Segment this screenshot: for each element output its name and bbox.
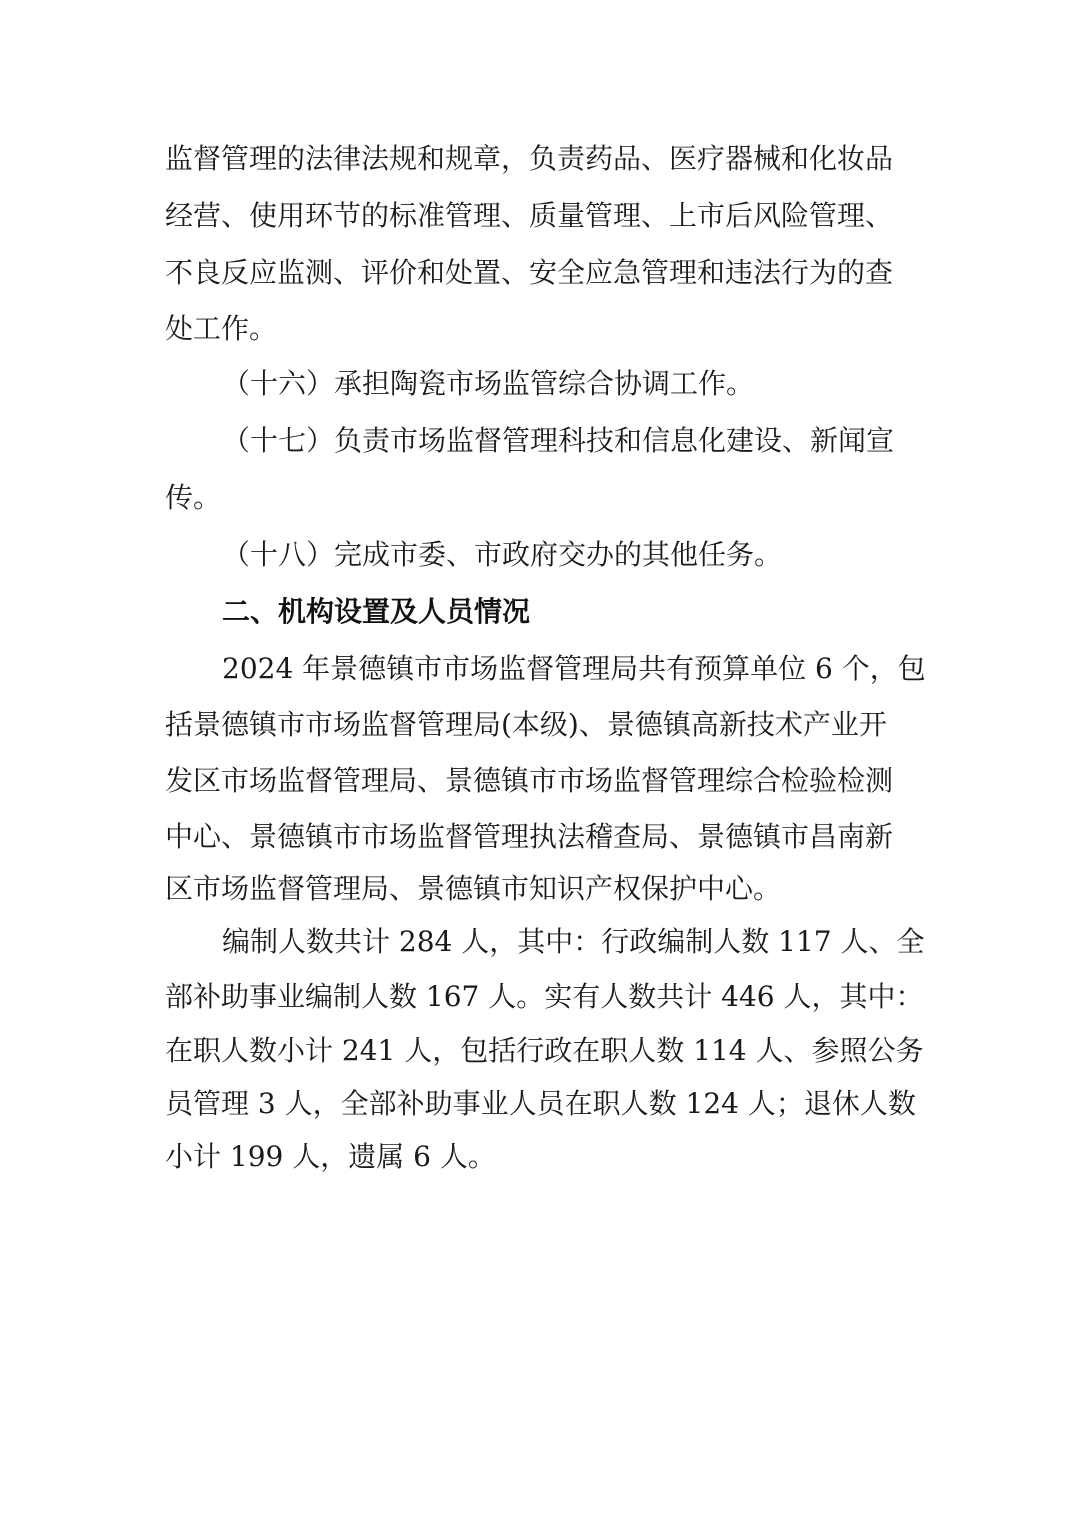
- line-text: （十八）完成市委、市政府交办的其他任务。: [222, 538, 783, 571]
- line-text: 处工作。: [165, 312, 278, 345]
- text-line: [0, 526, 1074, 584]
- text-line: [0, 412, 1074, 470]
- line-text: 传。: [165, 481, 222, 514]
- line-text: （十六）承担陶瓷市场监管综合协调工作。: [222, 367, 755, 400]
- text-line: [0, 696, 1074, 754]
- text-line: [0, 968, 1074, 1026]
- line-text: 2024 年景德镇市市场监督管理局共有预算单位 6 个，包: [222, 652, 926, 685]
- text-line: [0, 1022, 1074, 1080]
- line-text: 部补助事业编制人数 167 人。实有人数共计 446 人，其中：: [165, 980, 924, 1013]
- text-line: [0, 469, 1074, 527]
- text-line: [0, 1075, 1074, 1133]
- line-text: 中心、景德镇市市场监督管理执法稽查局、景德镇市昌南新: [165, 820, 894, 853]
- text-line: [0, 130, 1074, 188]
- text-line: [0, 1128, 1074, 1186]
- line-text: 编制人数共计 284 人，其中：行政编制人数 117 人、全: [222, 925, 925, 958]
- text-line: [0, 752, 1074, 810]
- text-line: [0, 860, 1074, 918]
- line-text: 括景德镇市市场监督管理局(本级)、景德镇高新技术产业开: [165, 708, 887, 741]
- line-text: 发区市场监督管理局、景德镇市市场监督管理综合检验检测: [165, 764, 894, 797]
- line-text: （十七）负责市场监督管理科技和信息化建设、新闻宣: [222, 424, 895, 457]
- text-line: [0, 300, 1074, 358]
- line-text: 小计 199 人，遗属 6 人。: [165, 1140, 496, 1173]
- line-text: 员管理 3 人，全部补助事业人员在职人数 124 人；退休人数: [165, 1087, 916, 1120]
- line-text: 在职人数小计 241 人，包括行政在职人数 114 人、参照公务: [165, 1034, 924, 1067]
- section-heading-text: 二、机构设置及人员情况: [222, 595, 531, 628]
- text-line: [0, 187, 1074, 245]
- text-line: [0, 244, 1074, 302]
- line-text: 不良反应监测、评价和处置、安全应急管理和违法行为的查: [165, 256, 894, 289]
- text-line: [0, 808, 1074, 866]
- text-line: [0, 640, 1074, 698]
- line-text: 经营、使用环节的标准管理、质量管理、上市后风险管理、: [165, 199, 894, 232]
- section-heading: [0, 583, 1074, 641]
- text-line: [0, 355, 1074, 413]
- line-text: 区市场监督管理局、景德镇市知识产权保护中心。: [165, 872, 782, 905]
- line-text: 监督管理的法律法规和规章，负责药品、医疗器械和化妆品: [165, 142, 894, 175]
- text-line: [0, 913, 1074, 971]
